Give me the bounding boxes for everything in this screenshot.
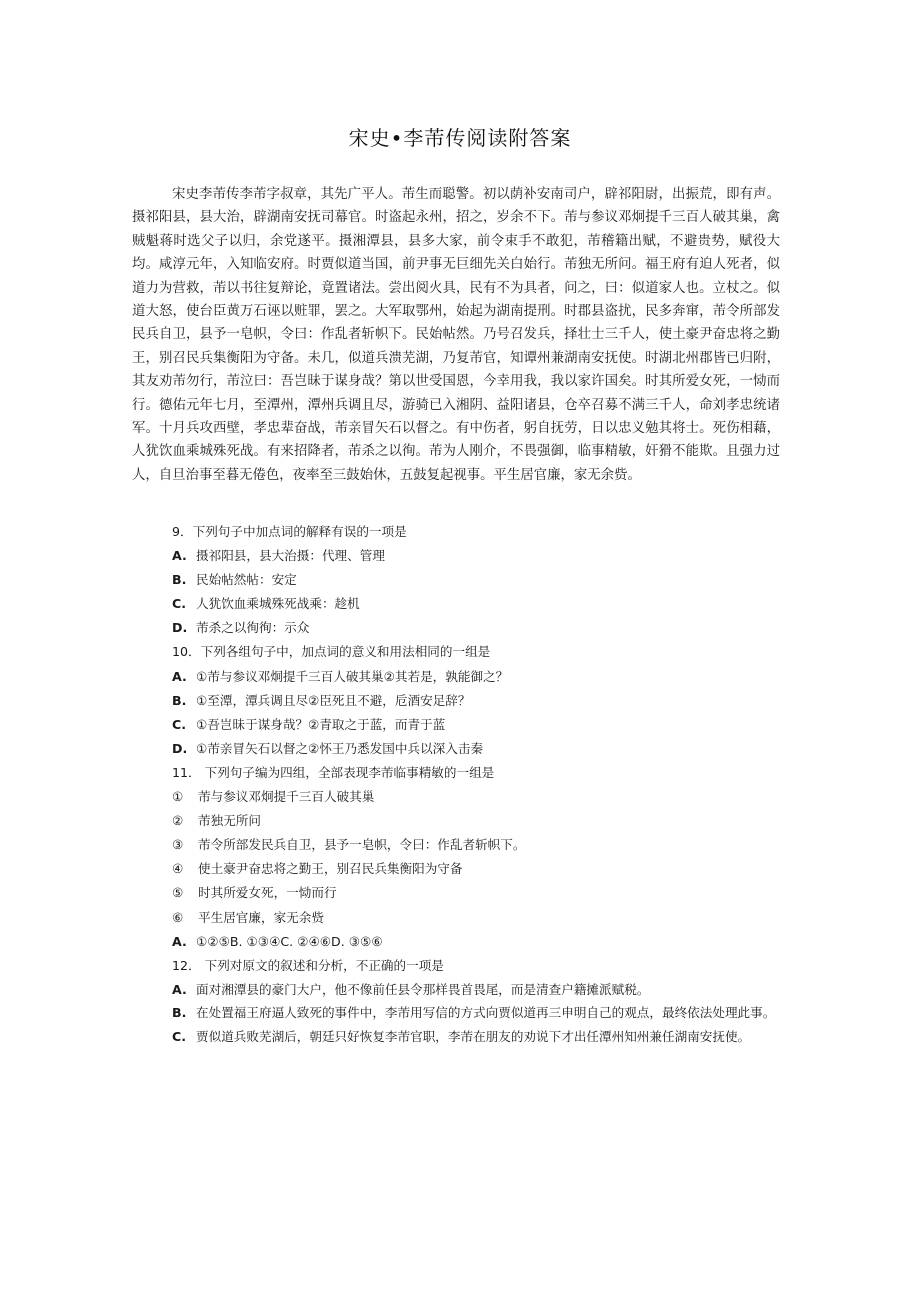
q12-option-b-text: 在处置福王府逼人致死的事件中，李芾用写信的方式向贾似道再三申明自己的观点，最终依法处理此事。: [196, 1004, 776, 1020]
questions-section: [132, 520, 780, 1050]
q11-item-6-text: 平生居官廉，家无余赀: [198, 909, 324, 925]
q9-option-a-label: A.: [172, 548, 187, 564]
q11-item-3-num: ③: [172, 837, 184, 853]
q9-option-d: [132, 616, 780, 640]
q11-item-6: [132, 906, 780, 930]
q10-option-b-text: ①至潭，潭兵调且尽②臣死且不避，卮酒安足辞？: [196, 692, 471, 708]
q10-option-a-text: ①芾与参议邓炯提千三百人破其巢②其若是，孰能御之？: [196, 668, 509, 684]
q12-option-c: [132, 1026, 780, 1048]
q9-stem: 9．下列句子中加点词的解释有误的一项是: [172, 524, 407, 539]
q12-option-b: [132, 1002, 780, 1024]
q11-item-5: [132, 881, 780, 905]
q9-option-a-text: 摄祁阳县，县大治摄：代理、管理: [196, 548, 385, 564]
q11-item-1-num: ①: [172, 789, 184, 805]
q11-item-4: [132, 857, 780, 881]
q10-option-d-text: ①芾亲冒矢石以督之②怀王乃悉发国中兵以深入击秦: [196, 740, 484, 756]
q9-option-b-label: B.: [172, 572, 187, 588]
q10-option-c-label: C.: [172, 716, 187, 732]
q12-option-b-label: B.: [172, 1004, 187, 1020]
q10-option-a: [132, 665, 780, 689]
q9-option-a: [132, 544, 780, 568]
q10-option-c: [132, 713, 780, 737]
q11-item-4-text: 使土豪尹奋忠将之勤王，别召民兵集衡阳为守备: [198, 861, 463, 877]
q11-stem: 11． 下列句子编为四组，全部表现李芾临事精敏的一组是: [172, 764, 495, 780]
q11-item-5-text: 时其所爱女死，一恸而行: [198, 885, 337, 901]
q10-option-d: [132, 737, 780, 761]
q12-stem: 12． 下列对原文的叙述和分析，不正确的一项是: [172, 957, 444, 973]
q11-item-3-text: 芾令所部发民兵自卫，县予一皂帜，令曰：作乱者斩帜下。: [198, 837, 526, 853]
q11-answer-label: A.: [172, 933, 187, 949]
q9-option-c-text: 人犹饮血乘城殊死战乘：趁机: [196, 596, 360, 612]
q9-option-c: [132, 592, 780, 616]
q11-item-6-num: ⑥: [172, 909, 184, 925]
q10-option-c-text: ①吾岂昧于谋身哉？②青取之于蓝，而青于蓝: [196, 716, 446, 732]
q9-option-b-text: 民始帖然帖：安定: [196, 572, 297, 588]
q11-item-1: [132, 785, 780, 809]
q11-item-1-text: 芾与参议邓炯提千三百人破其巢: [198, 789, 375, 805]
q9-option-d-text: 芾杀之以徇徇：示众: [196, 620, 310, 636]
q12-option-a: [132, 978, 780, 1002]
passage-text: 宋史李芾传李芾字叔章，其先广平人。芾生而聪警。初以荫补安南司户，辟祁阳尉，出振荒，即有声。摄祁阳县，县大治，辟湖南安抚司幕官。时盗起永州，招之，岁余不下。芾与参议邓炯提千三百人破其巢，禽贼魁蒋时选父子以归，余党遂平。摄湘潭县，县多大家，前令束手不敢犯，芾稽籍出赋，不避贵势，赋役大均。咸淳元年，入知临安府。时贾似道当国，前尹事无巨细先关白始行。芾独无所问。福王府有迫人死者，似道力为营救，芾以书往复辩论，竟置诸法。尝出阅火具，民有不为具者，问之，曰：似道家人也。立杖之。似道大怒，使台臣黄万石诬以赃罪，罢之。大军取鄂州，始起为湖南提刑。时郡县盗扰，民多奔窜，芾令所部发民兵自卫，县予一皂帜，令曰：作乱者斩帜下。民始帖然。乃号召发兵，择壮士三千人，使土豪尹奋忠将之勤王，别召民兵集衡阳为守备。未几，似道兵溃芜湖，乃复芾官，知谭州兼湖南安抚使。时湖北州郡皆已归附，其友劝芾勿行，芾泣曰：吾岂昧于谋身哉？第以世受国恩，今幸用我，我以家许国矣。时其所爱女死，一恸而行。德佑元年七月，至潭州，潭州兵调且尽，游骑已入湘阴、益阳诸县，仓卒召募不满三千人，命刘孝忠统诸军。十月兵攻西壁，孝忠辈奋战，芾亲冒矢石以督之。有中伤者，躬自抚劳，日以忠义勉其将士。死伤相藉，人犹饮血乘城殊死战。有来招降者，芾杀之以徇。芾为人刚介，不畏强御，临事精敏，奸猾不能欺。且强力过人，自旦治事至暮无倦色，夜率至三鼓始休，五鼓复起视事。平生居官廉，家无余赀。: [132, 187, 780, 483]
q11-answer-choices: [132, 930, 780, 954]
q11-item-4-num: ④: [172, 861, 184, 877]
q12-option-a-text: 面对湘潭县的豪门大户，他不像前任县令那样畏首畏尾，而是清查户籍摊派赋税。: [196, 981, 650, 997]
q12-option-c-label: C.: [172, 1028, 187, 1044]
document-title: 宋史•李芾传阅读附答案: [348, 126, 572, 150]
q9-option-c-label: C.: [172, 596, 187, 612]
q11-answer-text: ①②⑤B. ①③④C. ②④⑥D. ③⑤⑥: [196, 933, 383, 949]
q11-item-3: [132, 833, 780, 857]
q11-item-2: [132, 809, 780, 833]
q11-item-2-text: 芾独无所问: [198, 813, 261, 829]
q10-option-b-label: B.: [172, 692, 187, 708]
q11-item-5-num: ⑤: [172, 885, 184, 901]
q10-option-b: [132, 689, 780, 713]
q10-stem: 10．下列各组句子中，加点词的意义和用法相同的一组是: [172, 644, 491, 660]
q12-option-a-label: A.: [172, 981, 187, 997]
q12-option-c-text: 贾似道兵败芜湖后，朝廷只好恢复李芾官职，李芾在朋友的劝说下才出任潭州知州兼任湖南安抚使。: [196, 1028, 751, 1044]
q10-option-a-label: A.: [172, 668, 187, 684]
q11-item-2-num: ②: [172, 813, 184, 829]
q10-option-d-label: D.: [172, 740, 188, 756]
q9-option-d-label: D.: [172, 620, 188, 636]
q9-option-b: [132, 568, 780, 592]
